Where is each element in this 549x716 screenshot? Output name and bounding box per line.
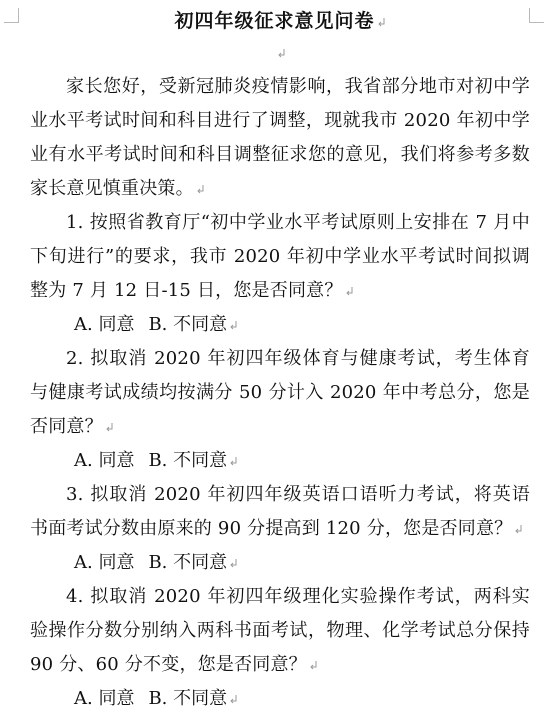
paragraph-mark-icon	[229, 694, 238, 705]
question-4-options	[74, 682, 530, 716]
question-1-options	[74, 308, 530, 342]
page-corner-right-icon	[529, 8, 544, 23]
question-4-option-a: A. 同意	[74, 688, 135, 709]
question-4	[30, 580, 530, 716]
question-1	[30, 206, 530, 342]
question-3	[30, 478, 530, 580]
question-3-option-a: A. 同意	[74, 552, 135, 573]
paragraph-mark-icon	[196, 184, 205, 195]
paragraph-mark-icon	[229, 320, 238, 331]
paragraph-mark-icon	[345, 286, 354, 297]
question-3-text-block	[30, 478, 530, 546]
question-2-text: 2. 拟取消 2020 年初四年级体育与健康考试，考生体育与健康考试成绩均按满分 50 分计入 2020 年中考总分，您是否同意？	[30, 348, 530, 437]
questionnaire-page	[30, 6, 530, 716]
paragraph-mark-icon	[309, 660, 318, 671]
question-2-option-b: B. 不同意	[148, 450, 228, 471]
question-1-text: 1. 按照省教育厅“初中学业水平考试原则上安排在 7 月中下旬进行”的要求，我市 2020 年初中学业水平考试时间拟调整为 7 月 12 日-15 日，您是否同意？	[30, 212, 530, 301]
question-2-options	[74, 444, 530, 478]
paragraph-mark-icon	[514, 524, 523, 535]
question-1-option-a: A. 同意	[74, 314, 135, 335]
blank-line	[30, 36, 530, 70]
document-title	[30, 6, 530, 36]
question-3-options	[74, 546, 530, 580]
question-3-option-b: B. 不同意	[148, 552, 228, 573]
intro-text: 家长您好，受新冠肺炎疫情影响，我省部分地市对初中学业水平考试时间和科目进行了调整，现就我市 2020 年初中学业有水平考试时间和科目调整征求您的意见，我们将参考多数家长意见慎重决策。	[30, 76, 530, 199]
question-4-option-b: B. 不同意	[148, 688, 228, 709]
paragraph-mark-icon	[229, 456, 238, 467]
question-2-option-a: A. 同意	[74, 450, 135, 471]
paragraph-mark-icon	[377, 17, 386, 28]
question-4-text: 4. 拟取消 2020 年初四年级理化实验操作考试，两科实验操作分数分别纳入两科书面考试，物理、化学考试总分保持 90 分、60 分不变，您是否同意？	[30, 586, 530, 675]
question-4-text-block	[30, 580, 530, 682]
paragraph-mark-icon	[277, 48, 286, 59]
paragraph-mark-icon	[229, 558, 238, 569]
question-2-text-block	[30, 342, 530, 444]
document-title-text: 初四年级征求意见问卷	[174, 10, 375, 32]
question-2	[30, 342, 530, 478]
question-1-text-block	[30, 206, 530, 308]
intro-paragraph	[30, 70, 530, 206]
paragraph-mark-icon	[105, 422, 114, 433]
question-1-option-b: B. 不同意	[148, 314, 228, 335]
question-3-text: 3. 拟取消 2020 年初四年级英语口语听力考试，将英语书面考试分数由原来的 90 分提高到 120 分，您是否同意？	[30, 484, 530, 539]
page-corner-left-icon	[4, 8, 19, 23]
